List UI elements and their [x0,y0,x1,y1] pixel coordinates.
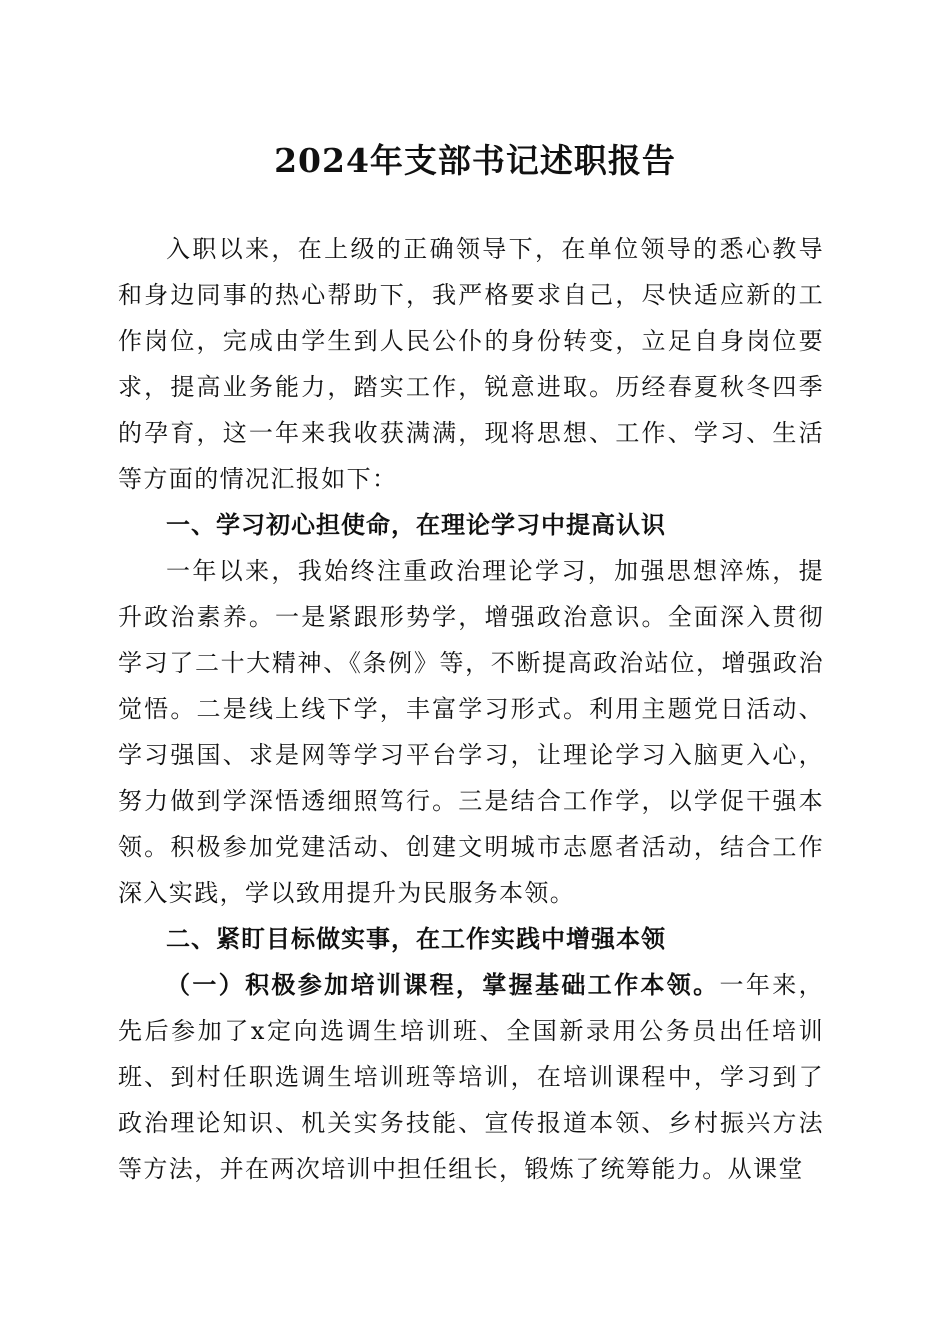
page-title: 2024年支部书记述职报告 [274,141,676,180]
section-1-paragraph: 一年以来，我始终注重政治理论学习，加强思想淬炼，提升政治素养。一是紧跟形势学，增强政治意识。全面深入贯彻学习了二十大精神、《条例》等，不断提高政治站位，增强政治觉悟。二是线上线下学，丰富学习形式。利用主题党日活动、学习强国、求是网等学习平台学习，让理论学习入脑更入心，努力做到学深悟透细照笃行。三是结合工作学，以学促干强本领。积极参加党建活动、创建文明城市志愿者活动，结合工作深入实践，学以致用提升为民服务本领。 [118,557,824,907]
subsection-1-body: 一年来，先后参加了x定向选调生培训班、全国新录用公务员出任培训班、到村任职选调生培训班等培训，在培训课程中，学习到了政治理论知识、机关实务技能、宣传报道本领、乡村振兴方法等方法，并在两次培训中担任组长，锻炼了统筹能力。从课堂 [118,971,824,1183]
section-1-heading: 一、学习初心担使命，在理论学习中提高认识 [166,511,666,539]
section-2-paragraph [118,962,824,1192]
intro-paragraph: 入职以来，在上级的正确领导下，在单位领导的悉心教导和身边同事的热心帮助下，我严格要求自己，尽快适应新的工作岗位，完成由学生到人民公仆的身份转变，立足自身岗位要求，提高业务能力，踏实工作，锐意进取。历经春夏秋冬四季的孕育，这一年来我收获满满，现将思想、工作、学习、生活等方面的情况汇报如下： [118,235,824,493]
section-2-heading: 二、紧盯目标做实事，在工作实践中增强本领 [166,925,666,953]
subsection-1-lead: （一）积极参加培训课程，掌握基础工作本领。 [166,970,720,999]
document-body [118,226,824,1192]
